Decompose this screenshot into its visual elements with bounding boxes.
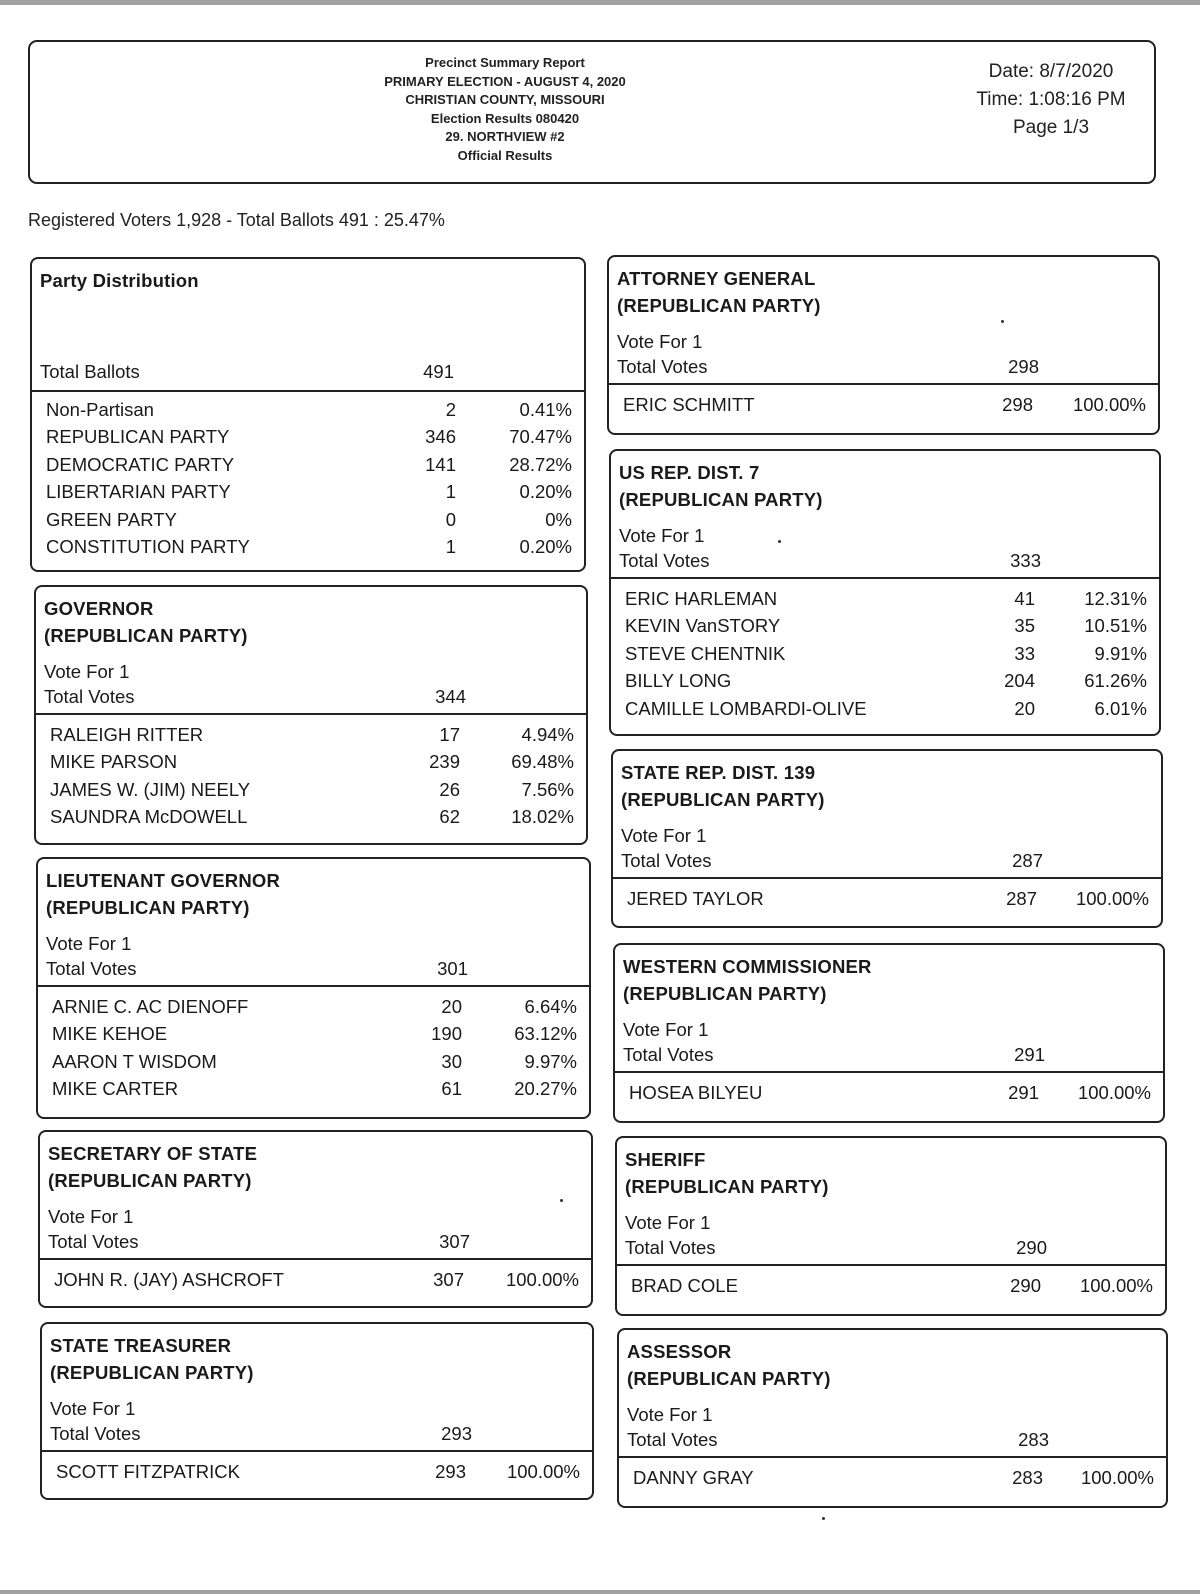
divider <box>40 1258 591 1260</box>
total-ballots-value: 491 <box>423 361 454 382</box>
candidate-votes: 298 <box>1002 394 1033 415</box>
race-title-block <box>625 1146 829 1200</box>
party-distribution-title: Party Distribution <box>40 270 199 291</box>
total-votes-label: Total Votes <box>623 1044 714 1065</box>
party-percent: 0.20% <box>519 481 572 503</box>
race-party: (REPUBLICAN PARTY) <box>623 983 827 1004</box>
candidate-percent: 100.00% <box>506 1461 580 1482</box>
race-box-state-treasurer <box>40 1322 594 1500</box>
candidate-name: MIKE CARTER <box>52 1078 179 1100</box>
county-name: CHRISTIAN COUNTY, MISSOURI <box>405 92 605 107</box>
candidate-percent: 9.97% <box>524 1050 577 1072</box>
candidate-name: DANNY GRAY <box>633 1467 754 1488</box>
party-percent: 0.20% <box>519 536 572 557</box>
party-percent: 70.47% <box>509 426 572 448</box>
total-votes-label: Total Votes <box>48 1231 139 1252</box>
total-votes-value: 307 <box>439 1231 470 1252</box>
race-title: LIEUTENANT GOVERNOR <box>46 870 281 891</box>
candidate-votes: 20 <box>441 996 462 1017</box>
candidate-percent: 100.00% <box>1072 394 1146 415</box>
candidate-name: BILLY LONG <box>625 670 732 692</box>
candidate-percent: 4.94% <box>521 724 574 745</box>
race-box-secretary-of-state <box>38 1130 593 1308</box>
scan-speck <box>778 540 781 543</box>
candidate-votes: 61 <box>441 1078 462 1100</box>
party-votes: 1 <box>445 536 456 557</box>
divider <box>619 1456 1166 1458</box>
candidate-percent: 6.64% <box>524 996 577 1017</box>
candidate-name: MIKE PARSON <box>50 751 178 773</box>
total-votes-label: Total Votes <box>50 1423 141 1444</box>
candidate-percent: 100.00% <box>1079 1275 1153 1296</box>
party-percent: 28.72% <box>509 453 572 475</box>
vote-for-label: Vote For 1 <box>627 1404 713 1425</box>
total-votes-value: 283 <box>1018 1429 1049 1450</box>
divider <box>32 390 584 392</box>
race-box-us-rep-dist-7 <box>609 449 1161 736</box>
candidate-name: ERIC HARLEMAN <box>625 588 778 609</box>
race-title-block <box>44 595 248 649</box>
total-ballots-label: Total Ballots <box>40 361 140 382</box>
race-title: WESTERN COMMISSIONER <box>623 956 872 977</box>
party-votes: 141 <box>425 453 456 475</box>
candidate-name: KEVIN VanSTORY <box>625 615 781 637</box>
divider <box>609 383 1158 385</box>
divider <box>613 877 1161 879</box>
candidate-row <box>52 996 577 1023</box>
candidate-percent: 69.48% <box>511 751 574 773</box>
party-percent: 0% <box>545 508 572 530</box>
race-title-block <box>617 265 821 319</box>
candidate-percent: 100.00% <box>505 1269 579 1290</box>
candidate-name: SCOTT FITZPATRICK <box>56 1461 240 1482</box>
scan-speck <box>560 1199 563 1202</box>
race-box-lieutenant-governor <box>36 857 591 1119</box>
scan-edge-bottom <box>0 1590 1200 1594</box>
candidate-name: ERIC SCHMITT <box>623 394 755 415</box>
candidate-row <box>625 670 1147 697</box>
race-title-block <box>621 759 825 813</box>
candidate-votes: 33 <box>1014 642 1035 664</box>
scan-speck <box>822 1517 825 1520</box>
candidate-row <box>56 1461 580 1488</box>
candidate-votes: 293 <box>435 1461 466 1482</box>
scan-edge-top <box>0 0 1200 5</box>
candidate-percent: 61.26% <box>1084 670 1147 692</box>
race-title: ATTORNEY GENERAL <box>617 268 816 289</box>
candidate-percent: 7.56% <box>521 778 574 800</box>
candidate-percent: 9.91% <box>1094 642 1147 664</box>
race-box-governor <box>34 585 588 845</box>
candidate-votes: 283 <box>1012 1467 1043 1488</box>
race-title-block <box>50 1332 254 1386</box>
race-party: (REPUBLICAN PARTY) <box>621 789 825 810</box>
total-votes-value: 287 <box>1012 850 1043 871</box>
vote-for-label: Vote For 1 <box>621 825 707 846</box>
party-row <box>46 426 572 453</box>
candidate-row <box>633 1467 1154 1494</box>
race-party: (REPUBLICAN PARTY) <box>617 295 821 316</box>
race-title-block <box>627 1338 831 1392</box>
candidate-name: MIKE KEHOE <box>52 1023 168 1045</box>
candidate-row <box>625 615 1147 642</box>
total-votes-value: 333 <box>1010 550 1041 571</box>
precinct-name: 29. NORTHVIEW #2 <box>445 129 565 144</box>
candidate-percent: 18.02% <box>511 806 574 828</box>
report-header <box>28 40 1156 184</box>
race-box-western-commissioner <box>613 943 1165 1123</box>
report-title-block <box>280 54 730 165</box>
candidate-votes: 291 <box>1008 1082 1039 1103</box>
candidate-name: RALEIGH RITTER <box>50 724 204 745</box>
divider <box>42 1450 592 1452</box>
candidate-row <box>627 888 1149 915</box>
divider <box>615 1071 1163 1073</box>
candidate-votes: 35 <box>1014 615 1035 637</box>
page-number: Page 1/3 <box>1012 117 1090 138</box>
race-box-state-rep-dist-139 <box>611 749 1163 928</box>
results-id: Election Results 080420 <box>430 110 580 126</box>
candidate-name: JERED TAYLOR <box>627 888 764 909</box>
race-box-sheriff <box>615 1136 1167 1316</box>
total-votes-label: Total Votes <box>627 1429 718 1450</box>
candidate-votes: 62 <box>439 806 460 828</box>
party-row <box>46 481 572 508</box>
race-title: SECRETARY OF STATE <box>48 1143 258 1164</box>
candidate-percent: 100.00% <box>1080 1467 1154 1488</box>
candidate-row <box>50 779 574 806</box>
candidate-row <box>625 643 1147 670</box>
party-name: Non-Partisan <box>46 399 154 420</box>
report-title: Precinct Summary Report <box>425 55 585 70</box>
party-name: LIBERTARIAN PARTY <box>46 481 231 503</box>
candidate-percent: 20.27% <box>514 1078 577 1100</box>
divider <box>38 985 589 987</box>
candidate-name: JOHN R. (JAY) ASHCROFT <box>54 1269 284 1290</box>
candidate-row <box>52 1023 577 1050</box>
candidate-votes: 20 <box>1014 697 1035 719</box>
race-party: (REPUBLICAN PARTY) <box>48 1170 252 1191</box>
candidate-name: AARON T WISDOM <box>52 1050 217 1072</box>
registered-voters-summary: Registered Voters 1,928 - Total Ballots 491 : 25.47% <box>28 210 445 230</box>
report-date: Date: 8/7/2020 <box>988 61 1114 82</box>
election-name: PRIMARY ELECTION - AUGUST 4, 2020 <box>384 73 626 89</box>
party-name: DEMOCRATIC PARTY <box>46 453 235 475</box>
candidate-row <box>50 751 574 778</box>
results-status: Official Results <box>457 147 553 163</box>
party-row <box>46 454 572 481</box>
party-distribution-box <box>30 257 586 572</box>
party-name: GREEN PARTY <box>46 508 177 530</box>
vote-for-label: Vote For 1 <box>46 933 132 954</box>
candidate-percent: 10.51% <box>1084 615 1147 637</box>
vote-for-label: Vote For 1 <box>625 1212 711 1233</box>
candidate-votes: 290 <box>1010 1275 1041 1296</box>
candidate-name: SAUNDRA McDOWELL <box>50 806 248 828</box>
vote-for-label: Vote For 1 <box>48 1206 134 1227</box>
race-title-block <box>48 1140 257 1194</box>
divider <box>617 1264 1165 1266</box>
party-name: REPUBLICAN PARTY <box>46 426 230 448</box>
party-votes: 0 <box>445 508 456 530</box>
candidate-row <box>52 1078 577 1105</box>
total-votes-value: 293 <box>441 1423 472 1444</box>
report-meta <box>956 58 1146 142</box>
divider <box>611 577 1159 579</box>
candidate-votes: 190 <box>431 1023 462 1045</box>
candidate-votes: 41 <box>1014 588 1035 609</box>
candidate-name: BRAD COLE <box>631 1275 738 1296</box>
vote-for-label: Vote For 1 <box>617 331 703 352</box>
race-title-block <box>46 867 280 921</box>
party-votes: 346 <box>425 426 456 448</box>
race-party: (REPUBLICAN PARTY) <box>625 1176 829 1197</box>
race-title: STATE REP. DIST. 139 <box>621 762 816 783</box>
vote-for-label: Vote For 1 <box>619 525 705 546</box>
candidate-row <box>631 1275 1153 1302</box>
candidate-row <box>52 1051 577 1078</box>
party-name: CONSTITUTION PARTY <box>46 536 250 557</box>
total-votes-label: Total Votes <box>619 550 710 571</box>
total-votes-label: Total Votes <box>46 958 137 979</box>
candidate-votes: 204 <box>1004 670 1035 692</box>
candidate-name: CAMILLE LOMBARDI-OLIVE <box>625 697 867 719</box>
race-title-block <box>623 953 872 1007</box>
total-votes-value: 298 <box>1008 356 1039 377</box>
candidate-name: ARNIE C. AC DIENOFF <box>52 996 249 1017</box>
candidate-votes: 17 <box>439 724 460 745</box>
race-party: (REPUBLICAN PARTY) <box>619 489 823 510</box>
candidate-percent: 100.00% <box>1077 1082 1151 1103</box>
race-title: SHERIFF <box>625 1149 706 1170</box>
race-title: STATE TREASURER <box>50 1335 232 1356</box>
candidate-votes: 239 <box>429 751 460 773</box>
candidate-row <box>625 588 1147 615</box>
total-votes-value: 301 <box>437 958 468 979</box>
vote-for-label: Vote For 1 <box>50 1398 136 1419</box>
candidate-row <box>629 1082 1151 1109</box>
race-party: (REPUBLICAN PARTY) <box>627 1368 831 1389</box>
candidate-row <box>625 698 1147 725</box>
total-votes-label: Total Votes <box>621 850 712 871</box>
party-row <box>46 509 572 536</box>
total-votes-label: Total Votes <box>625 1237 716 1258</box>
report-time: Time: 1:08:16 PM <box>976 89 1126 110</box>
race-party: (REPUBLICAN PARTY) <box>50 1362 254 1383</box>
race-box-attorney-general <box>607 255 1160 435</box>
vote-for-label: Vote For 1 <box>623 1019 709 1040</box>
race-box-assessor <box>617 1328 1168 1508</box>
race-title: ASSESSOR <box>627 1341 732 1362</box>
race-title: US REP. DIST. 7 <box>619 462 760 483</box>
total-votes-label: Total Votes <box>617 356 708 377</box>
race-title: GOVERNOR <box>44 598 154 619</box>
candidate-row <box>50 724 574 751</box>
candidate-row <box>54 1269 579 1296</box>
party-votes: 1 <box>445 481 456 503</box>
candidate-row <box>623 394 1146 421</box>
party-row <box>46 536 572 563</box>
scan-speck <box>1001 320 1004 323</box>
race-party: (REPUBLICAN PARTY) <box>44 625 248 646</box>
candidate-percent: 100.00% <box>1075 888 1149 909</box>
party-votes: 2 <box>445 399 456 420</box>
total-votes-value: 290 <box>1016 1237 1047 1258</box>
divider <box>36 713 586 715</box>
candidate-votes: 30 <box>441 1050 462 1072</box>
total-votes-value: 291 <box>1014 1044 1045 1065</box>
race-party: (REPUBLICAN PARTY) <box>46 897 250 918</box>
candidate-name: HOSEA BILYEU <box>629 1082 763 1103</box>
total-votes-value: 344 <box>435 686 466 707</box>
party-percent: 0.41% <box>519 399 572 420</box>
race-title-block <box>619 459 823 513</box>
vote-for-label: Vote For 1 <box>44 661 130 682</box>
candidate-row <box>50 806 574 833</box>
candidate-votes: 26 <box>439 778 460 800</box>
candidate-name: STEVE CHENTNIK <box>625 642 786 664</box>
candidate-votes: 287 <box>1006 888 1037 909</box>
candidate-percent: 12.31% <box>1084 588 1147 609</box>
candidate-percent: 63.12% <box>514 1023 577 1045</box>
candidate-votes: 307 <box>433 1269 464 1290</box>
total-votes-label: Total Votes <box>44 686 135 707</box>
candidate-name: JAMES W. (JIM) NEELY <box>50 778 251 800</box>
candidate-percent: 6.01% <box>1094 697 1147 719</box>
party-row <box>46 399 572 426</box>
